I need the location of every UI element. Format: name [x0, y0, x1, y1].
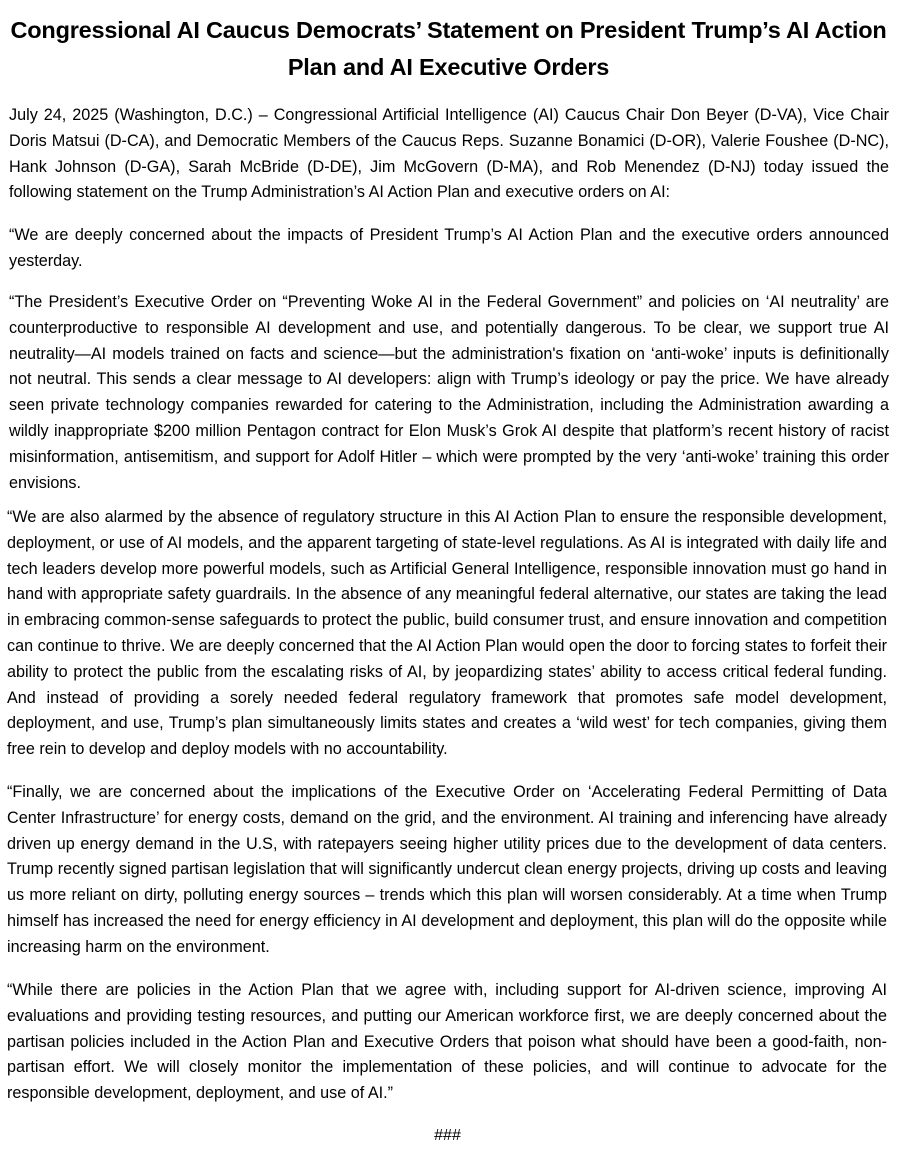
statement-paragraph-4: “Finally, we are concerned about the implications of the Executive Order on ‘Accelerating Federal Permitting of Data Center Infrastructure’ for energy costs, demand on the grid, and the environment. AI training and inferencing have already driven up energy demand in the U.S, with ratepayers seeing higher utility prices due to the development of data centers. Trump recently signed partisan legislation that will significantly undercut clean energy projects, driving up costs and leaving us more reliant on dirty, polluting energy sources – trends which this plan will worsen considerably. At a time when Trump himself has increased the need for energy efficiency in AI development and deployment, this plan will do the opposite while increasing harm on the environment. — [7, 783, 887, 956]
statement-paragraph-1: “We are deeply concerned about the impacts of President Trump’s AI Action Plan and the executive orders announced yesterday. — [9, 226, 889, 270]
statement-paragraph-2: “The President’s Executive Order on “Preventing Woke AI in the Federal Government” and policies on ‘AI neutrality’ are counterproductive to responsible AI development and use, and potentially dangerous. To be clear, we support true AI neutrality—AI models trained on facts and science—but the administration's fixation on ‘anti-woke’ inputs is definitionally not neutral. This sends a clear message to AI developers: align with Trump’s ideology or pay the price. We have already seen private technology companies rewarded for catering to the Administration, including the Administration awarding a wildly inappropriate $200 million Pentagon contract for Elon Musk’s Grok AI despite that platform’s recent history of racist misinformation, antisemitism, and support for Adolf Hitler – which were prompted by the very ‘anti-woke’ training this order envisions. — [9, 293, 889, 492]
page-title: Congressional AI Caucus Democrats’ Statement on President Trump’s AI Action Plan and AI Executive Orders — [10, 17, 887, 80]
end-mark: ### — [434, 1127, 461, 1144]
statement-paragraph-3: “We are also alarmed by the absence of regulatory structure in this AI Action Plan to ensure the responsible development, deployment, or use of AI models, and the apparent targeting of state-level regulations. As AI is integrated with daily life and tech leaders develop more powerful models, such as Artificial General Intelligence, responsible innovation must go hand in hand with appropriate safety guardrails. In the absence of any meaningful federal alternative, our states are taking the lead in embracing common-sense safeguards to protect the public, build consumer trust, and ensure innovation and competition can continue to thrive. We are deeply concerned that the AI Action Plan would open the door to forcing states to forfeit their ability to protect the public from the escalating risks of AI, by jeopardizing states’ ability to access critical federal funding. And instead of providing a sorely needed federal regulatory framework that promotes safe model development, deployment, and use, Trump’s plan simultaneously limits states and creates a ‘wild west’ for tech companies, giving them free rein to develop and deploy models with no accountability. — [7, 508, 888, 759]
dateline-paragraph: July 24, 2025 (Washington, D.C.) – Congressional Artificial Intelligence (AI) Caucus Chair Don Beyer (D-VA), Vice Chair Doris Matsui (D-CA), and Democratic Members of the Caucus Reps. Suzanne Bonamici (D-OR), Valerie Foushee (D-NC), Hank Johnson (D-GA), Sarah McBride (D-DE), Jim McGovern (D-MA), and Rob Menendez (D-NJ) today issued the following statement on the Trump Administration’s AI Action Plan and executive orders on AI: — [9, 106, 889, 202]
statement-paragraph-5: “While there are policies in the Action Plan that we agree with, including support for AI-driven science, improving AI evaluations and providing testing resources, and putting our American workforce first, we are deeply concerned about the partisan policies included in the Action Plan and Executive Orders that poison what should have been a good-faith, non-partisan effort. We will closely monitor the implementation of these policies, and will continue to advocate for the responsible development, deployment, and use of AI.” — [7, 981, 887, 1103]
